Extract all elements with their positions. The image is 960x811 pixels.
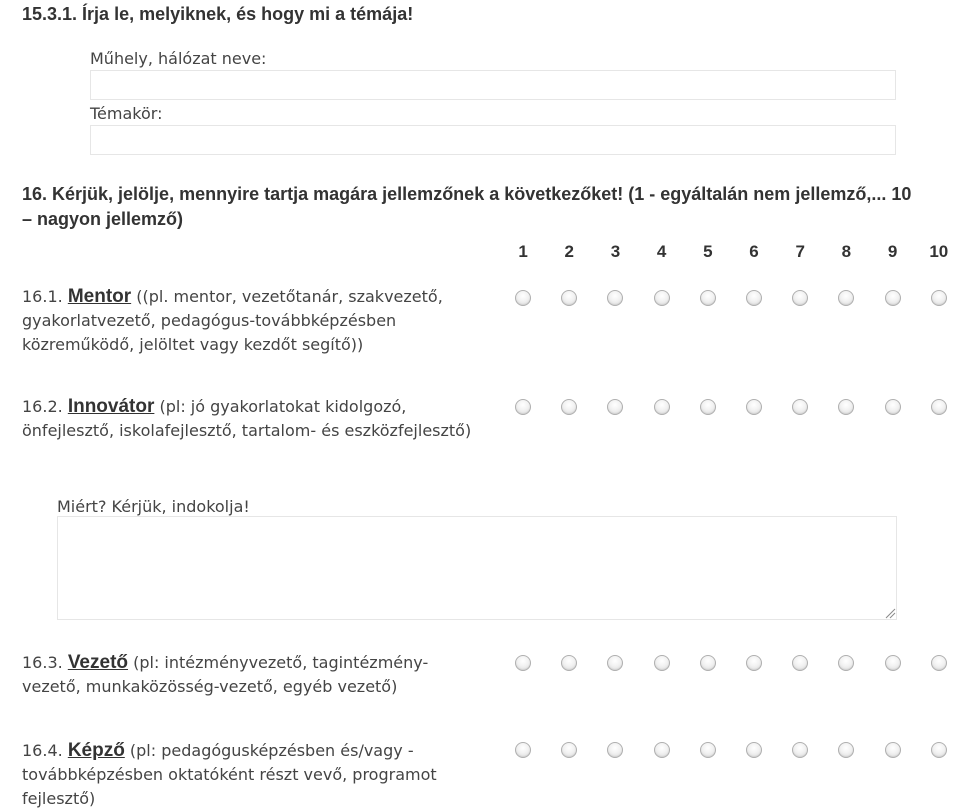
rating-cell <box>592 742 638 758</box>
item-mentor <box>22 285 482 357</box>
rating-cell <box>870 290 916 306</box>
item-innovator <box>22 395 482 443</box>
rating-cell <box>731 399 777 415</box>
rating-cell <box>500 655 546 671</box>
rating-cell <box>685 655 731 671</box>
rating-radio-button[interactable] <box>607 290 623 306</box>
rating-cell <box>870 399 916 415</box>
scale-label: 3 <box>610 242 621 261</box>
rating-cell <box>777 399 823 415</box>
rating-cell <box>685 290 731 306</box>
rating-cell <box>916 290 960 306</box>
rating-cell <box>731 742 777 758</box>
rating-cell <box>777 290 823 306</box>
rating-cell <box>823 399 869 415</box>
rating-radio-button[interactable] <box>607 655 623 671</box>
rating-radio-button[interactable] <box>885 655 901 671</box>
rating-row-trainer <box>500 742 960 758</box>
rating-cell <box>592 399 638 415</box>
rating-cell <box>639 655 685 671</box>
question-15-3-1-title: 15.3.1. Írja le, melyiknek, és hogy mi a témája! <box>22 4 414 24</box>
rating-radio-button[interactable] <box>746 290 762 306</box>
rating-cell <box>777 655 823 671</box>
item-description: (pl: jó gyakorlatokat kidolgozó, önfejlesztő, iskolafejlesztő, tartalom- és eszközfejlesztő) <box>22 397 472 440</box>
rating-row-innovator <box>500 399 960 415</box>
rating-cell <box>639 742 685 758</box>
rating-cell <box>916 655 960 671</box>
rating-cell <box>777 742 823 758</box>
rating-radio-button[interactable] <box>515 742 531 758</box>
rating-radio-button[interactable] <box>792 290 808 306</box>
rating-cell <box>592 655 638 671</box>
rating-cell <box>870 655 916 671</box>
rating-radio-button[interactable] <box>885 742 901 758</box>
rating-radio-button[interactable] <box>607 742 623 758</box>
rating-cell <box>639 290 685 306</box>
rating-radio-button[interactable] <box>792 742 808 758</box>
rating-radio-button[interactable] <box>885 399 901 415</box>
rating-radio-button[interactable] <box>746 655 762 671</box>
rating-radio-button[interactable] <box>931 742 947 758</box>
rating-row-leader <box>500 655 960 671</box>
rating-cell <box>823 290 869 306</box>
item-keyword: Innovátor <box>67 396 155 417</box>
scale-label: 10 <box>929 242 949 261</box>
rating-cell <box>546 290 592 306</box>
topic-input[interactable] <box>90 125 896 155</box>
rating-radio-button[interactable] <box>515 290 531 306</box>
workshop-name-input[interactable] <box>90 70 896 100</box>
scale-label: 7 <box>795 242 805 261</box>
rating-radio-button[interactable] <box>931 290 947 306</box>
rating-radio-button[interactable] <box>561 399 577 415</box>
rating-cell <box>639 399 685 415</box>
rating-cell <box>916 399 960 415</box>
scale-label: 1 <box>518 242 528 261</box>
rating-radio-button[interactable] <box>654 399 670 415</box>
rating-cell <box>685 399 731 415</box>
rating-radio-button[interactable] <box>838 655 854 671</box>
why-label: Miért? Kérjük, indokolja! <box>57 497 250 516</box>
scale-label: 8 <box>841 242 852 261</box>
rating-radio-button[interactable] <box>561 655 577 671</box>
justification-textarea[interactable] <box>57 516 897 620</box>
scale-label: 2 <box>564 242 575 261</box>
rating-cell <box>500 399 546 415</box>
rating-radio-button[interactable] <box>700 290 716 306</box>
item-keyword: Mentor <box>67 286 132 307</box>
rating-radio-button[interactable] <box>885 290 901 306</box>
rating-cell <box>823 655 869 671</box>
scale-label: 4 <box>656 242 667 261</box>
rating-cell <box>731 655 777 671</box>
rating-cell <box>546 399 592 415</box>
rating-radio-button[interactable] <box>792 399 808 415</box>
rating-radio-button[interactable] <box>792 655 808 671</box>
item-keyword: Képző <box>67 740 125 761</box>
item-description: (pl: intézményvezető, tagintézmény-vezető, munkaközösség-vezető, egyéb vezető) <box>22 653 429 696</box>
rating-cell <box>546 742 592 758</box>
rating-radio-button[interactable] <box>838 399 854 415</box>
rating-radio-button[interactable] <box>607 399 623 415</box>
rating-radio-button[interactable] <box>838 290 854 306</box>
item-trainer <box>22 739 482 811</box>
rating-row-mentor <box>500 290 960 306</box>
rating-cell <box>500 742 546 758</box>
rating-radio-button[interactable] <box>700 655 716 671</box>
rating-cell <box>731 290 777 306</box>
rating-radio-button[interactable] <box>700 399 716 415</box>
rating-radio-button[interactable] <box>515 655 531 671</box>
rating-radio-button[interactable] <box>931 399 947 415</box>
rating-radio-button[interactable] <box>700 742 716 758</box>
workshop-name-label: Műhely, hálózat neve: <box>90 49 267 68</box>
item-number: 16.1. <box>22 287 63 306</box>
rating-radio-button[interactable] <box>515 399 531 415</box>
rating-radio-button[interactable] <box>931 655 947 671</box>
rating-radio-button[interactable] <box>654 290 670 306</box>
rating-cell <box>592 290 638 306</box>
rating-radio-button[interactable] <box>561 742 577 758</box>
rating-cell <box>546 655 592 671</box>
scale-label: 6 <box>749 242 759 261</box>
rating-radio-button[interactable] <box>746 399 762 415</box>
item-leader <box>22 651 482 699</box>
question-16-title: 16. Kérjük, jelölje, mennyire tartja magára jellemzőnek a következőket! (1 - egyáltalán nem jellemző,... 10 – nagyon jellemző) <box>22 184 912 229</box>
resize-handle-icon[interactable] <box>884 607 896 619</box>
rating-radio-button[interactable] <box>654 742 670 758</box>
rating-scale-header <box>500 242 960 262</box>
topic-label: Témakör: <box>90 104 163 123</box>
rating-cell <box>870 742 916 758</box>
rating-radio-button[interactable] <box>838 742 854 758</box>
rating-radio-button[interactable] <box>746 742 762 758</box>
rating-cell <box>916 742 960 758</box>
scale-label: 5 <box>703 242 713 261</box>
item-number: 16.4. <box>22 741 63 760</box>
rating-cell <box>500 290 546 306</box>
scale-label: 9 <box>887 242 898 261</box>
item-number: 16.2. <box>22 397 63 416</box>
rating-cell <box>823 742 869 758</box>
rating-radio-button[interactable] <box>561 290 577 306</box>
rating-cell <box>685 742 731 758</box>
item-description: (pl: pedagógusképzésben és/vagy - továbbképzésben oktatóként részt vevő, programot fejlesztő) <box>22 741 437 808</box>
rating-radio-button[interactable] <box>654 655 670 671</box>
item-number: 16.3. <box>22 653 63 672</box>
item-keyword: Vezető <box>67 652 129 673</box>
item-description: ((pl. mentor, vezetőtanár, szakvezető, gyakorlatvezető, pedagógus-továbbképzésben közreműködő, jelöltet vagy kezdőt segítő)) <box>22 287 443 354</box>
